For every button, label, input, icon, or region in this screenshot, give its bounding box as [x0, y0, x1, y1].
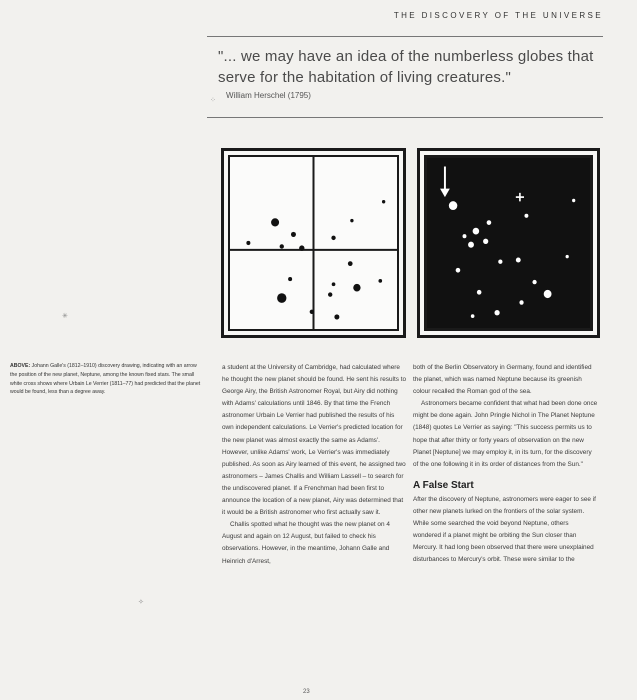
star-dot [471, 314, 475, 318]
star-dot [468, 242, 474, 248]
star-dot [291, 232, 296, 237]
body-column-1 [222, 362, 407, 568]
star-dot [353, 284, 360, 292]
paragraph: After the discovery of Neptune, astronomers were eager to see if other new planets lurked on the frontiers of the solar system. While some searched the void beyond Neptune, others wondered if a planet might be orbiting the Sun closer than Mercury. It had long been observed that there were unexplained disturbances to Mercury's orbit. These were similar to the [413, 495, 596, 564]
star-dot [378, 279, 382, 283]
margin-mark: ⁘ [210, 97, 216, 104]
epigraph-quote: "... we may have an idea of the numberless globes that serve for the habitation of living creatures." [218, 48, 594, 86]
star-dot [271, 218, 279, 226]
star-dot [516, 257, 521, 262]
star-dot [382, 200, 385, 203]
star-dot [519, 300, 523, 304]
star-dot [494, 310, 499, 315]
neptune-arrowhead-icon [440, 189, 450, 198]
star-dot [310, 310, 314, 314]
running-head: THE DISCOVERY OF THE UNIVERSE [393, 11, 603, 20]
paragraph: both of the Berlin Observatory in Germany, found and identified the planet, which was named Neptune because its greenish colour recalled the Roman god of the sea. [413, 364, 592, 396]
star-dot [544, 290, 552, 298]
star-dot [334, 314, 339, 319]
star-dot [350, 219, 353, 222]
star-dot [348, 261, 353, 266]
top-rule [207, 36, 603, 37]
star-dot [566, 255, 569, 258]
star-dot [498, 259, 502, 263]
caption-lead: ABOVE: [10, 363, 31, 369]
star-dot [483, 239, 488, 244]
star-dot [288, 277, 292, 281]
paragraph: a student at the University of Cambridge, had calculated where he thought the new planet should be found. He sent his results to George Airy, the British Astronomer Royal, but Airy did nothing with Adams' calculations until 1846. By that time the French astronomer Urbain Le Verrier had published the results of his own independent calculations. Le Verrier's predicted location for the new planet was almost exactly the same as Adams'. However, unlike Adams' work, Le Verrier's was immediately published. As soon as Airy learned of this event, he assigned two astronomers – James Challis and William Lassell – to search for the undiscovered planet. If a Frenchman had been first to announce the location of a new planet, Airy was determined that it would be a British astronomer who first actually saw it. [222, 364, 407, 517]
star-dot [299, 245, 304, 251]
star-dot [487, 220, 492, 225]
star-dot [473, 228, 480, 235]
star-dot [463, 234, 467, 238]
star-dot [246, 241, 250, 245]
star-dot [332, 282, 336, 286]
star-dot [449, 201, 457, 210]
star-chart-left [230, 157, 397, 329]
quote-rule [207, 117, 603, 118]
quote-attribution: William Herschel (1795) [226, 91, 311, 100]
caption-text: Johann Galle's (1812–1910) discovery drawing, indicating with an arrow the position of the new planet, Neptune, among the known fixed stars. The small white cross shows where Urbain Le Verrier (1811–77) had predicted that the planet would be found, less than a degree away. [10, 363, 201, 396]
body-column-2 [413, 362, 598, 566]
star-dot [572, 199, 575, 202]
star-dot [280, 244, 284, 248]
star-chart-drawing-icon [228, 155, 399, 331]
star-chart-right [427, 158, 590, 328]
star-dot [456, 268, 461, 273]
page-number: 23 [303, 689, 310, 695]
margin-mark: ✳ [62, 313, 68, 320]
galle-drawing-figure [221, 148, 406, 338]
star-dot [328, 292, 332, 296]
star-dot [532, 280, 536, 284]
margin-mark: ✧ [138, 599, 144, 606]
negative-star-chart-figure [417, 148, 600, 338]
figure-caption [10, 362, 202, 397]
star-dot [277, 293, 286, 303]
paragraph: Challis spotted what he thought was the new planet on 4 August and again on 12 August, but failed to check his observations. However, in the meantime, Johann Galle and Heinrich d'Arrest, [222, 521, 390, 565]
star-dot [477, 290, 482, 295]
star-dot [524, 214, 528, 218]
section-heading: A False Start [413, 479, 474, 491]
star-chart-negative-icon [424, 155, 593, 331]
star-dot [331, 236, 335, 240]
paragraph: Astronomers became confident that what had been done once might be done again. John Pringle Nichol in The Planet Neptune (1848) quotes Le Verrier as saying: "This success permits us to hope that after thirty or forty years of observation on the new Planet [Neptune] we may employ it, in its turn, for the discovery of the one following it in its order of distances from the Sun." [413, 400, 598, 468]
